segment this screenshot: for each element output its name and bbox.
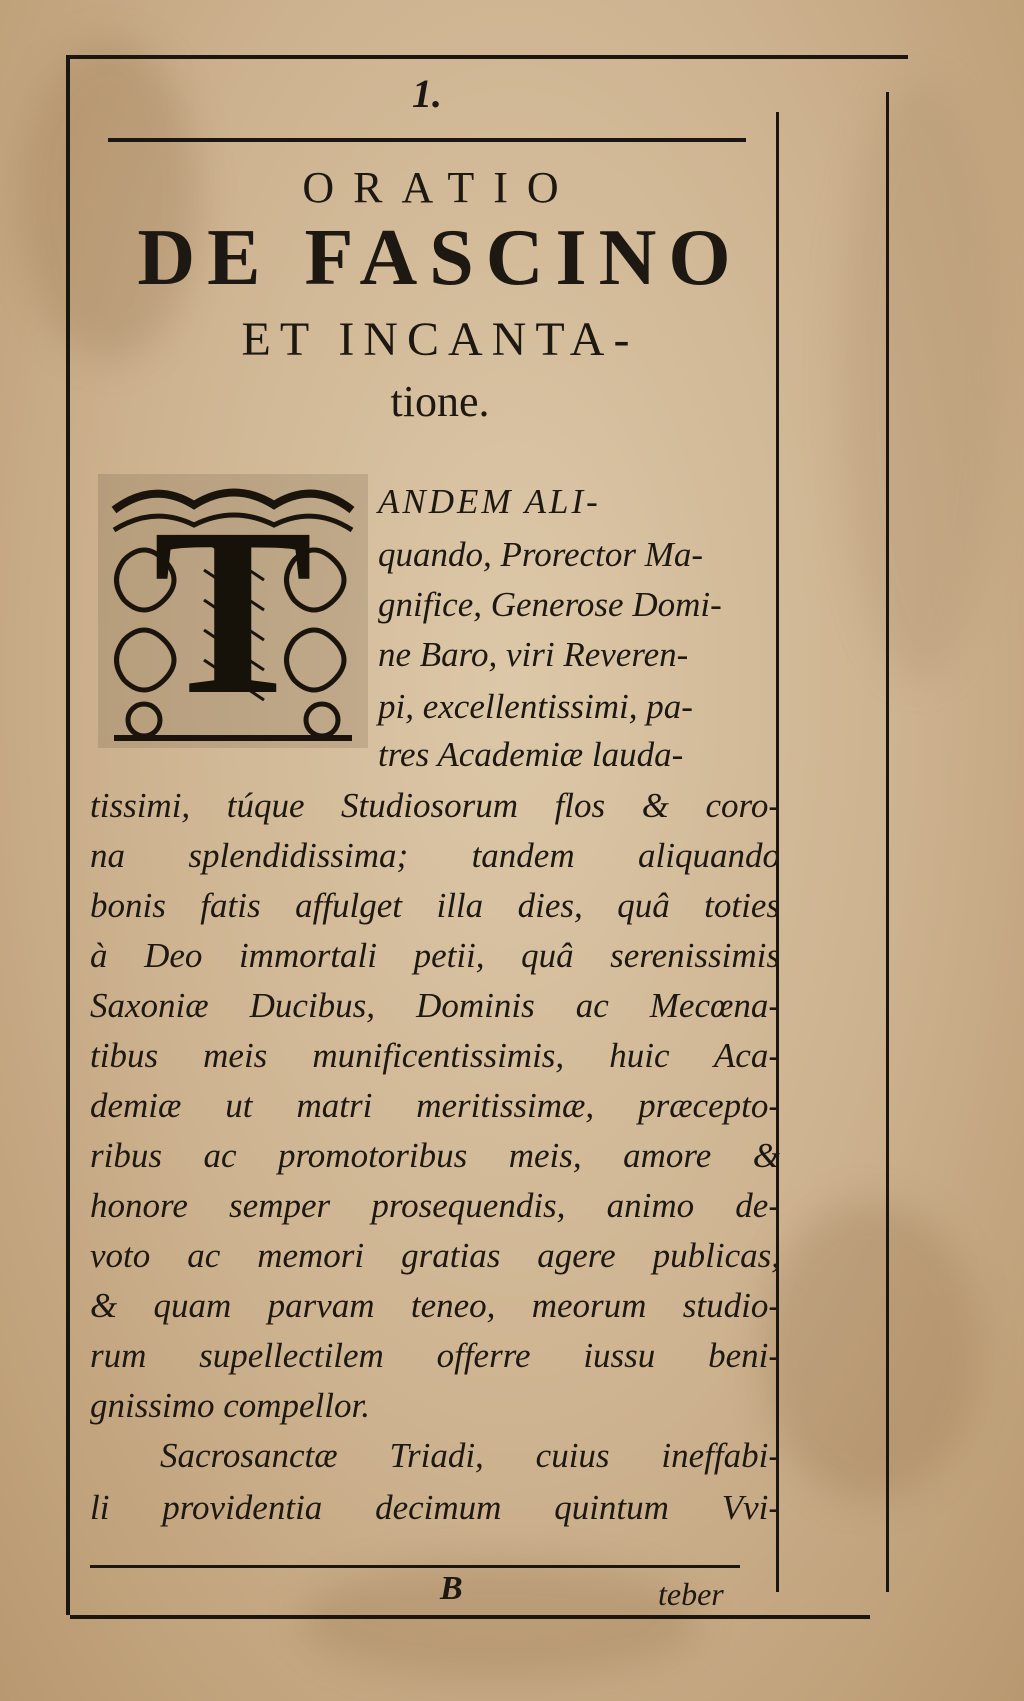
body-line: bonis fatis affulget illa dies, quâ toties — [90, 886, 780, 925]
title-line-de-fascino: DE FASCINO — [137, 214, 743, 302]
dropcap-line: ne Baro, viri Reveren- — [378, 635, 689, 674]
inner-top-rule — [108, 138, 746, 142]
title-line-et-incanta: ET INCANTA- — [241, 313, 639, 366]
title-line-tione: tione. — [390, 377, 490, 426]
paragraph-line: li providentia decimum quintum Vvi- — [90, 1488, 780, 1527]
body-line: ribus ac promotoribus meis, amore & — [90, 1136, 780, 1175]
body-line: tissimi, túque Studiosorum flos & coro- — [90, 786, 780, 825]
top-border-rule — [66, 55, 908, 59]
catchword: teber — [658, 1576, 724, 1612]
dropcap-line: tres Academiæ lauda- — [378, 735, 684, 774]
paragraph-line: Sacrosanctæ Triadi, cuius ineffabi- — [160, 1436, 780, 1475]
body-line: & quam parvam teneo, meorum studio- — [90, 1286, 780, 1325]
body-line: à Deo immortali petii, quâ serenissimis — [90, 936, 780, 975]
title-line-oratio: ORATIO — [302, 163, 578, 212]
body-line: Saxoniæ Ducibus, Dominis ac Mecœna- — [90, 986, 780, 1025]
signature-mark: B — [440, 1570, 463, 1607]
dropcap-line: ANDEM ALI- — [378, 482, 601, 521]
body-line: na splendidissima; tandem aliquando — [90, 836, 780, 875]
ornamental-initial-icon — [94, 470, 372, 752]
body-line: gnissimo compellor. — [90, 1386, 370, 1425]
left-border-rule — [66, 55, 70, 1615]
body-line: tibus meis munificentissimis, huic Aca- — [90, 1036, 780, 1075]
dropcap-line: gnifice, Generose Domi- — [378, 585, 722, 624]
bottom-outer-rule — [70, 1615, 870, 1619]
page-number: 1. — [412, 71, 442, 116]
body-line: honore semper prosequendis, animo de- — [90, 1186, 780, 1225]
bottom-inner-rule — [90, 1565, 740, 1568]
body-line: voto ac memori gratias agere publicas, — [90, 1236, 780, 1275]
body-line: demiæ ut matri meritissimæ, præceptο- — [90, 1086, 780, 1125]
dropcap-line: quando, Prorector Ma- — [378, 535, 703, 574]
initial-letter: T — [152, 478, 314, 744]
right-outer-rule — [886, 92, 889, 1592]
dropcap-line: pi, excellentissimi, pa- — [378, 687, 693, 726]
body-line: rum supellectilem offerre iussu beni- — [90, 1336, 780, 1375]
